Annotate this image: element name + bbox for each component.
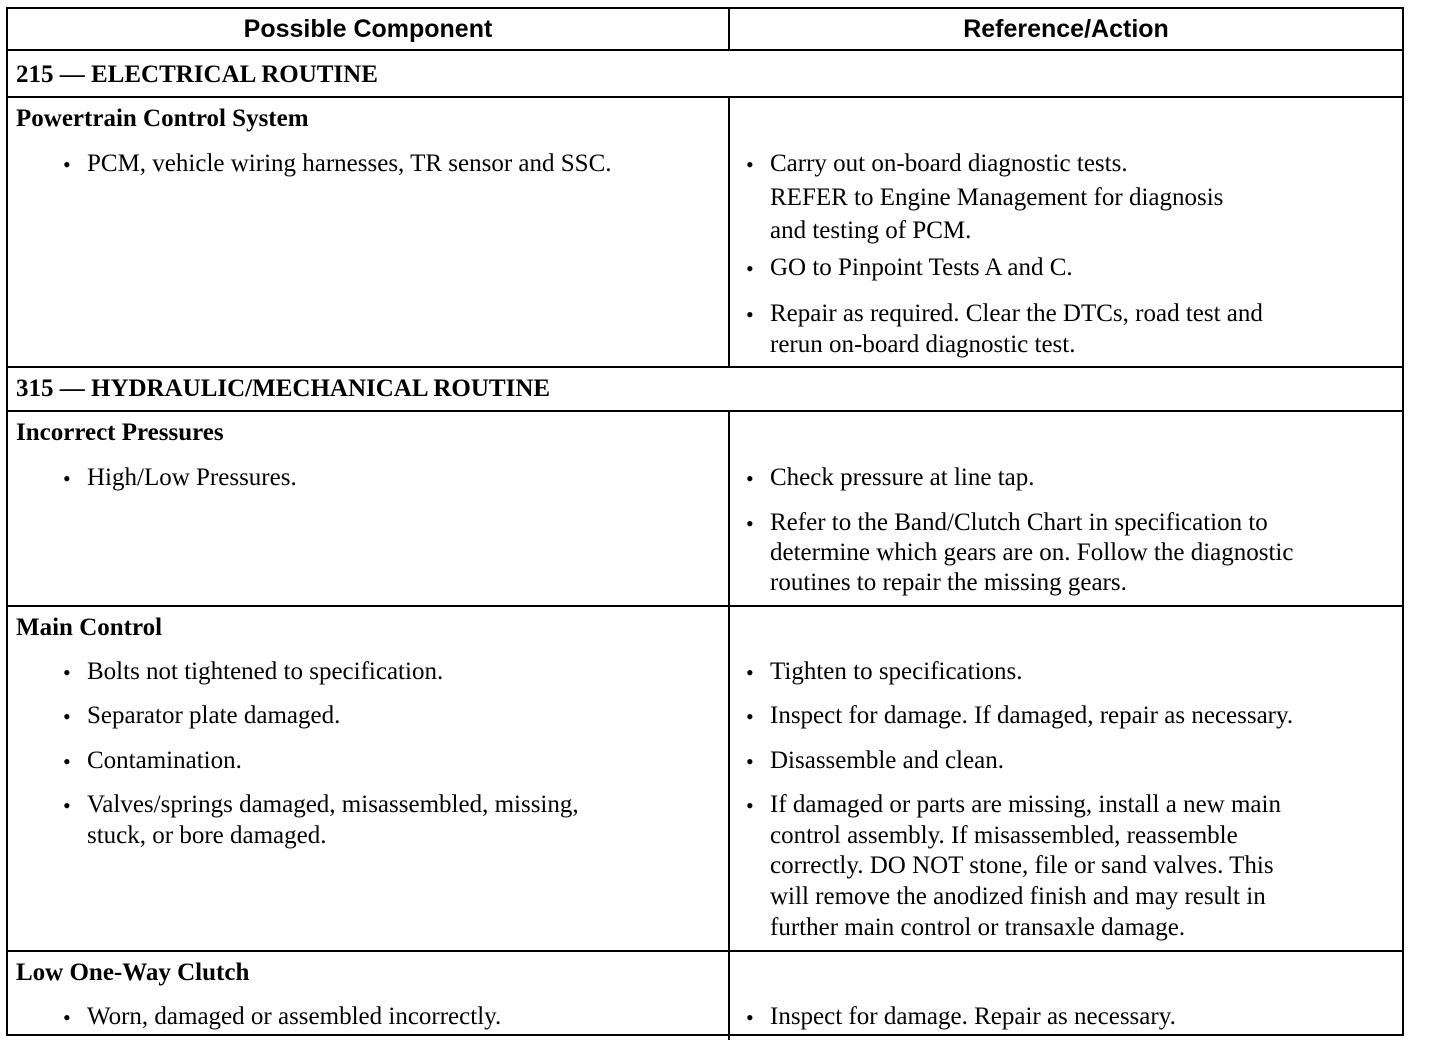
section-title-215: 215 — ELECTRICAL ROUTINE xyxy=(16,61,378,88)
row-divider xyxy=(8,366,1402,368)
left-item: Separator plate damaged. xyxy=(87,702,341,729)
bullet-icon: • xyxy=(746,466,754,491)
row-divider xyxy=(8,605,1402,607)
left-item: Worn, damaged or assembled incorrectly. xyxy=(87,1003,502,1030)
header-reference-action: Reference/Action xyxy=(963,15,1169,43)
bullet-icon: • xyxy=(63,660,71,685)
column-divider xyxy=(728,410,730,605)
right-item: Inspect for damage. Repair as necessary. xyxy=(770,1003,1176,1030)
right-item: correctly. DO NOT stone, file or sand valves. This xyxy=(770,852,1274,879)
header-possible-component: Possible Component xyxy=(243,15,493,43)
right-item: REFER to Engine Management for diagnosis xyxy=(770,184,1224,211)
bullet-icon: • xyxy=(746,660,754,685)
bullet-icon: • xyxy=(63,704,71,729)
right-item: GO to Pinpoint Tests A and C. xyxy=(770,254,1073,281)
right-item: Repair as required. Clear the DTCs, road test and xyxy=(770,300,1263,327)
bullet-icon: • xyxy=(746,749,754,774)
bullet-icon: • xyxy=(746,152,754,177)
bullet-icon: • xyxy=(746,511,754,536)
diagnostic-table xyxy=(6,7,1404,1036)
bullet-icon: • xyxy=(746,302,754,327)
bullet-icon: • xyxy=(63,466,71,491)
bullet-icon: • xyxy=(63,152,71,177)
right-item: control assembly. If misassembled, reassemble xyxy=(770,822,1238,849)
table-header xyxy=(8,9,1402,51)
row-divider xyxy=(8,410,1402,412)
right-item: Carry out on-board diagnostic tests. xyxy=(770,150,1128,177)
right-item: Check pressure at line tap. xyxy=(770,464,1035,491)
header-divider xyxy=(728,9,730,51)
component-incorrect-pressures: Incorrect Pressures xyxy=(16,419,224,446)
right-item: rerun on-board diagnostic test. xyxy=(770,331,1076,358)
right-item: Disassemble and clean. xyxy=(770,747,1004,774)
right-item: Inspect for damage. If damaged, repair as necessary. xyxy=(770,702,1294,729)
right-item: and testing of PCM. xyxy=(770,217,972,244)
right-item: routines to repair the missing gears. xyxy=(770,569,1127,596)
right-item: Refer to the Band/Clutch Chart in specification to xyxy=(770,509,1268,536)
left-item: PCM, vehicle wiring harnesses, TR sensor and SSC. xyxy=(87,150,612,177)
component-main-control: Main Control xyxy=(16,614,163,641)
right-item: will remove the anodized finish and may result in xyxy=(770,883,1266,910)
row-divider xyxy=(8,96,1402,98)
column-divider xyxy=(728,605,730,950)
column-divider xyxy=(728,950,730,1040)
right-item: determine which gears are on. Follow the diagnostic xyxy=(770,539,1294,566)
bullet-icon: • xyxy=(746,704,754,729)
component-powertrain-control-system: Powertrain Control System xyxy=(16,105,309,132)
bullet-icon: • xyxy=(746,793,754,818)
left-item: Valves/springs damaged, misassembled, missing, xyxy=(87,791,579,818)
row-divider xyxy=(8,950,1402,952)
left-item: Bolts not tightened to specification. xyxy=(87,658,444,685)
bullet-icon: • xyxy=(746,1005,754,1030)
column-divider xyxy=(728,96,730,366)
left-item: Contamination. xyxy=(87,747,242,774)
left-item: High/Low Pressures. xyxy=(87,464,297,491)
right-item: Tighten to specifications. xyxy=(770,658,1023,685)
left-item: stuck, or bore damaged. xyxy=(87,822,327,849)
bullet-icon: • xyxy=(63,1005,71,1030)
section-title-315: 315 — HYDRAULIC/MECHANICAL ROUTINE xyxy=(16,375,551,402)
bullet-icon: • xyxy=(746,256,754,281)
bullet-icon: • xyxy=(63,793,71,818)
right-item: further main control or transaxle damage. xyxy=(770,914,1186,941)
bullet-icon: • xyxy=(63,749,71,774)
right-item: If damaged or parts are missing, install a new main xyxy=(770,791,1281,818)
component-low-one-way-clutch: Low One-Way Clutch xyxy=(16,959,250,986)
